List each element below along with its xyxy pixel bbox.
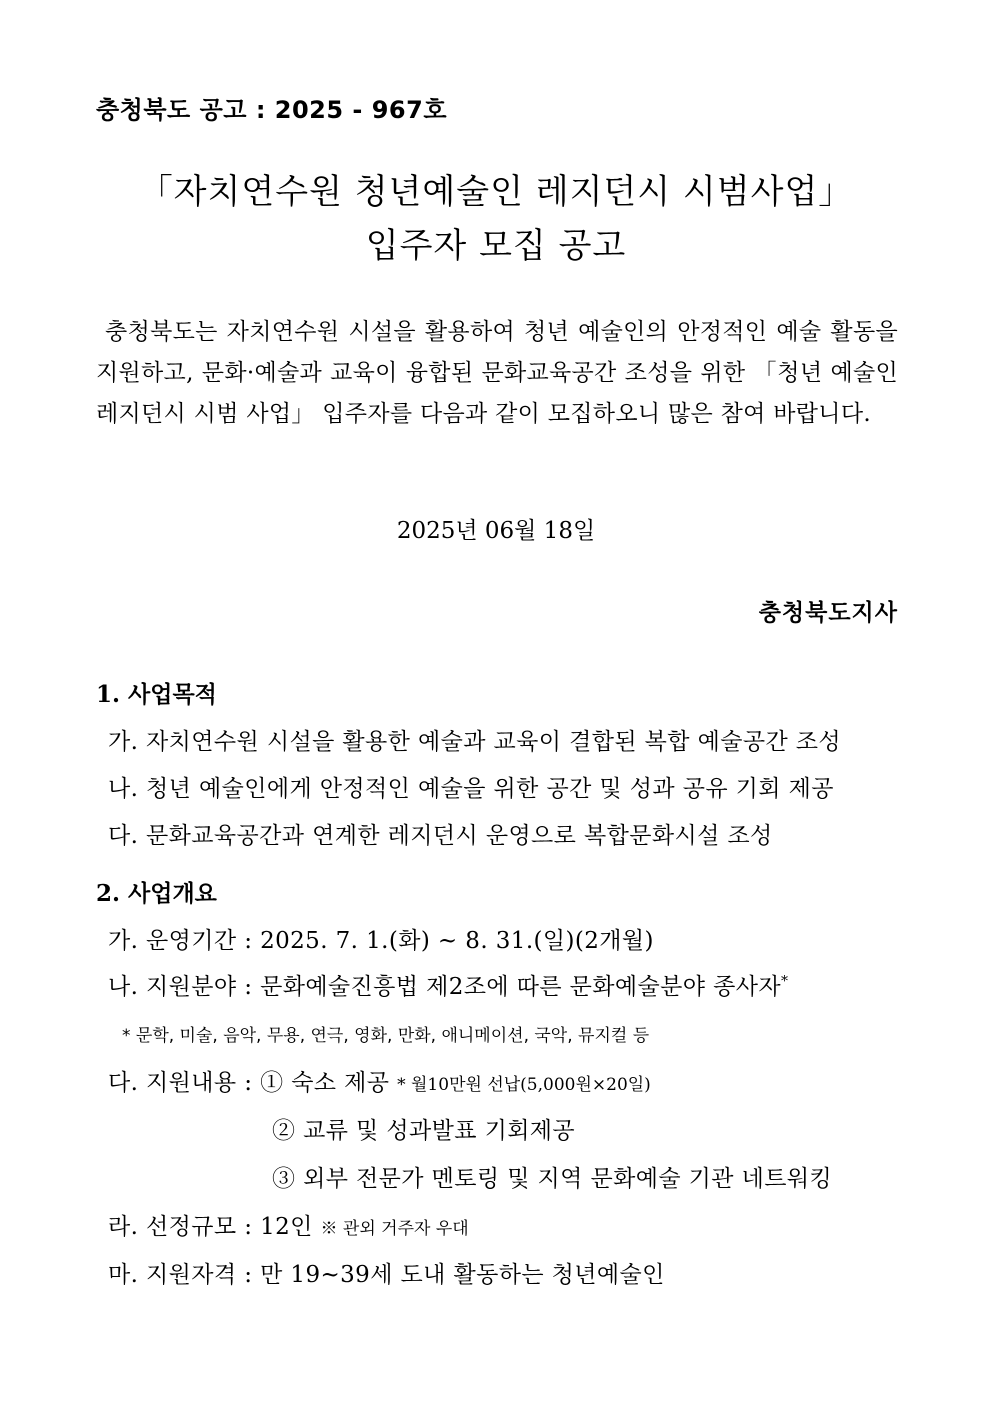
section-1-title: 1. 사업목적 [96, 681, 217, 708]
selection-scale-text: 라. 선정규모 : 12인 [108, 1214, 313, 1240]
title-line-2: 입주자 모집 공고 [365, 226, 627, 266]
support-field-note: * 문학, 미술, 음악, 무용, 연극, 영화, 만화, 애니메이션, 국악, 뮤지컬 등 [122, 1026, 650, 1046]
operation-period: 가. 운영기간 : 2025. 7. 1.(화) ~ 8. 31.(일)(2개월) [108, 928, 654, 954]
footnote-mark: * [780, 973, 789, 990]
support-content-item-3: ③ 외부 전문가 멘토링 및 지역 문화예술 기관 네트워킹 [272, 1166, 833, 1192]
issuer-name: 충청북도지사 [758, 599, 898, 626]
eligibility: 마. 지원자격 : 만 19~39세 도내 활동하는 청년예술인 [108, 1262, 665, 1288]
section-1-item-1: 가. 자치연수원 시설을 활용한 예술과 교육이 결합된 복합 예술공간 조성 [108, 729, 842, 755]
support-content [108, 1064, 651, 1097]
selection-scale-note: ※ 관외 거주자 우대 [320, 1219, 469, 1239]
intro-text: 충청북도는 자치연수원 시설을 활용하여 청년 예술인의 안정적인 예술 활동을 지원하고, 문화·예술과 교육이 융합된 문화교육공간 조성을 위한 「청년 예술인 레지던시 시범 사업」 입주자를 다음과 같이 모집하오니 많은 참여 바랍니다. [96, 319, 898, 427]
title-line-1: 「자치연수원 청년예술인 레지던시 시범사업」 [138, 172, 854, 212]
support-content-note: * 월10만원 선납(5,000원×20일) [397, 1075, 651, 1095]
support-content-item-1: 다. 지원내용 : ① 숙소 제공 [108, 1070, 390, 1096]
notice-date: 2025년 06월 18일 [396, 518, 596, 544]
support-content-item-2: ② 교류 및 성과발표 기회제공 [272, 1118, 576, 1144]
support-field [108, 968, 788, 1001]
section-1-item-3: 다. 문화교육공간과 연계한 레지던시 운영으로 복합문화시설 조성 [108, 823, 773, 849]
support-field-text: 나. 지원분야 : 문화예술진흥법 제2조에 따른 문화예술분야 종사자 [108, 974, 781, 1000]
section-1-item-2: 나. 청년 예술인에게 안정적인 예술을 위한 공간 및 성과 공유 기회 제공 [108, 776, 834, 802]
notice-number: 충청북도 공고 : 2025 - 967호 [96, 96, 448, 124]
selection-scale [108, 1208, 469, 1241]
intro-paragraph [96, 312, 898, 435]
section-2-title: 2. 사업개요 [96, 880, 217, 907]
